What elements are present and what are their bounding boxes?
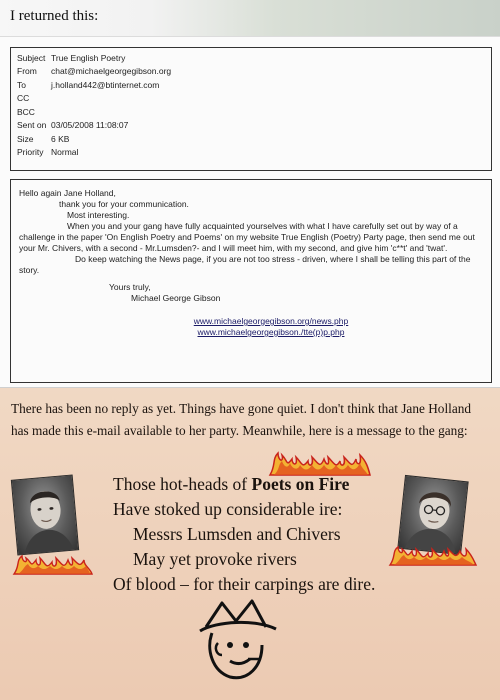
email-header-bcc	[17, 105, 485, 119]
email-greeting: Hello again Jane Holland,	[19, 188, 116, 198]
email-signature: Michael George Gibson	[131, 293, 221, 303]
email-paragraph-text: When you and your gang have fully acquainted yourselves with what I have carefully set out by way of a challenge in the paper 'On English Poetry and Poems' on my website True English (Poetry) Party page, then send me out your Mr. Chivers, with a second - Mr.Lumsden?- and I will meet him, with my second, and give him 'c**t' and 'twat'.	[19, 221, 475, 253]
email-header-to	[17, 78, 485, 92]
email-link-party[interactable]: www.michaelgeorgegibson./tte(p)p.php	[197, 327, 345, 337]
email-header-label: Subject	[17, 52, 46, 63]
email-header-label: Size	[17, 133, 34, 144]
poem-line-2: Have stoked up considerable ire:	[113, 499, 343, 519]
email-header-box	[10, 47, 492, 171]
poem-line-4: May yet provoke rivers	[133, 549, 297, 569]
poem-line-1-text: Those hot-heads of	[113, 474, 252, 494]
top-banner	[0, 0, 500, 36]
portrait-left-photo	[11, 474, 79, 555]
poem-line-1	[113, 472, 413, 497]
email-header-value: Normal	[51, 147, 79, 158]
email-header-priority	[17, 146, 485, 160]
email-header-value: chat@michaelgeorgegibson.org	[51, 66, 172, 77]
email-header-label: Sent on	[17, 120, 47, 131]
cartoon-face-sketch-icon	[196, 597, 280, 687]
email-header-label: From	[17, 66, 37, 77]
email-line: Most interesting.	[67, 210, 130, 220]
email-header-label: Priority	[17, 147, 44, 158]
reply-paragraph: There has been no reply as yet. Things have gone quiet. I don't think that Jane Holland has made this e-mail available to her party. Meanwhile, here is a message to the gang:	[11, 401, 472, 438]
email-header-subject	[17, 51, 485, 65]
poets-on-fire-title: Poets on Fire	[251, 474, 350, 494]
flame-icon	[12, 554, 94, 576]
email-header-label: CC	[17, 93, 30, 104]
email-signoff: Yours truly,	[109, 282, 151, 292]
email-paragraph-text: Do keep watching the News page, if you are not too stress - driven, where I shall be telling this part of the story.	[19, 254, 471, 275]
poem-line-5: Of blood – for their carpings are dire.	[113, 574, 376, 594]
email-paragraph	[19, 221, 483, 254]
intro-text: I returned this:	[10, 8, 99, 24]
email-link-news[interactable]: www.michaelgeorgegibson.org/news.php	[193, 316, 349, 326]
email-header-value: 03/05/2008 11:08:07	[51, 120, 129, 131]
poem-line-3: Messrs Lumsden and Chivers	[133, 524, 341, 544]
email-header-cc	[17, 92, 485, 106]
email-header-value: True English Poetry	[51, 52, 126, 63]
email-header-size	[17, 132, 485, 146]
person-icon	[12, 475, 79, 555]
email-line: thank you for your communication.	[59, 199, 189, 209]
email-header-value: j.holland442@btinternet.com	[51, 79, 160, 90]
email-header-sent	[17, 119, 485, 133]
scanned-email-document	[0, 36, 500, 388]
email-header-label: BCC	[17, 106, 35, 117]
email-header-value: 6 KB	[51, 133, 70, 144]
email-paragraph	[19, 254, 483, 276]
poem	[113, 472, 413, 597]
email-body-box	[10, 179, 492, 383]
email-header-label: To	[17, 79, 26, 90]
email-header-from	[17, 65, 485, 79]
